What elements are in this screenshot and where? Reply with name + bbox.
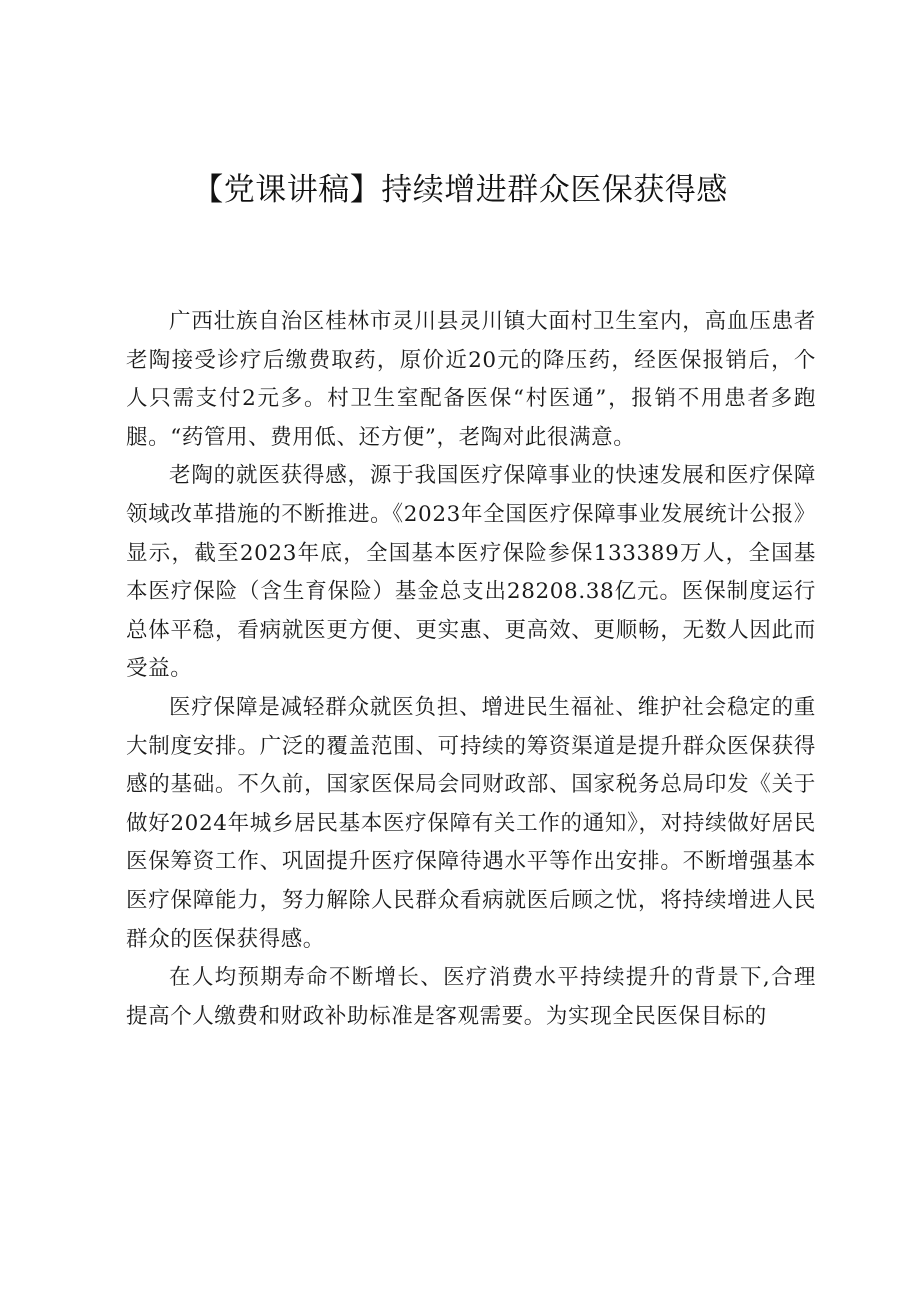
- document-title: 【党课讲稿】持续增进群众医保获得感: [192, 172, 728, 208]
- paragraph-4: 在人均预期寿命不断增长、医疗消费水平持续提升的背景下,合理提高个人缴费和财政补助标准是客观需要。为实现全民医保目标的: [126, 965, 816, 1029]
- paragraph-3: 医疗保障是减轻群众就医负担、增进民生福祉、维护社会稳定的重大制度安排。广泛的覆盖范围、可持续的筹资渠道是提升群众医保获得感的基础。不久前，国家医保局会同财政部、国家税务总局印发《关于做好2024年城乡居民基本医疗保障有关工作的通知》，对持续做好居民医保筹资工作、巩固提升医疗保障待遇水平等作出安排。不断增强基本医疗保障能力，努力解除人民群众看病就医后顾之忧，将持续增进人民群众的医保获得感。: [126, 694, 816, 952]
- paragraph-1: 广西壮族自治区桂林市灵川县灵川镇大面村卫生室内，高血压患者老陶接受诊疗后缴费取药，原价近20元的降压药，经医保报销后，个人只需支付2元多。村卫生室配备医保“村医通”，报销不用患者多跑腿。“药管用、费用低、还方便”，老陶对此很满意。: [126, 309, 816, 450]
- document-body: [126, 303, 816, 1036]
- paragraph-2: 老陶的就医获得感，源于我国医疗保障事业的快速发展和医疗保障领域改革措施的不断推进。《2023年全国医疗保障事业发展统计公报》显示，截至2023年底，全国基本医疗保险参保133389万人，全国基本医疗保险（含生育保险）基金总支出28208.38亿元。医保制度运行总体平稳，看病就医更方便、更实惠、更高效、更顺畅，无数人因此而受益。: [126, 463, 816, 682]
